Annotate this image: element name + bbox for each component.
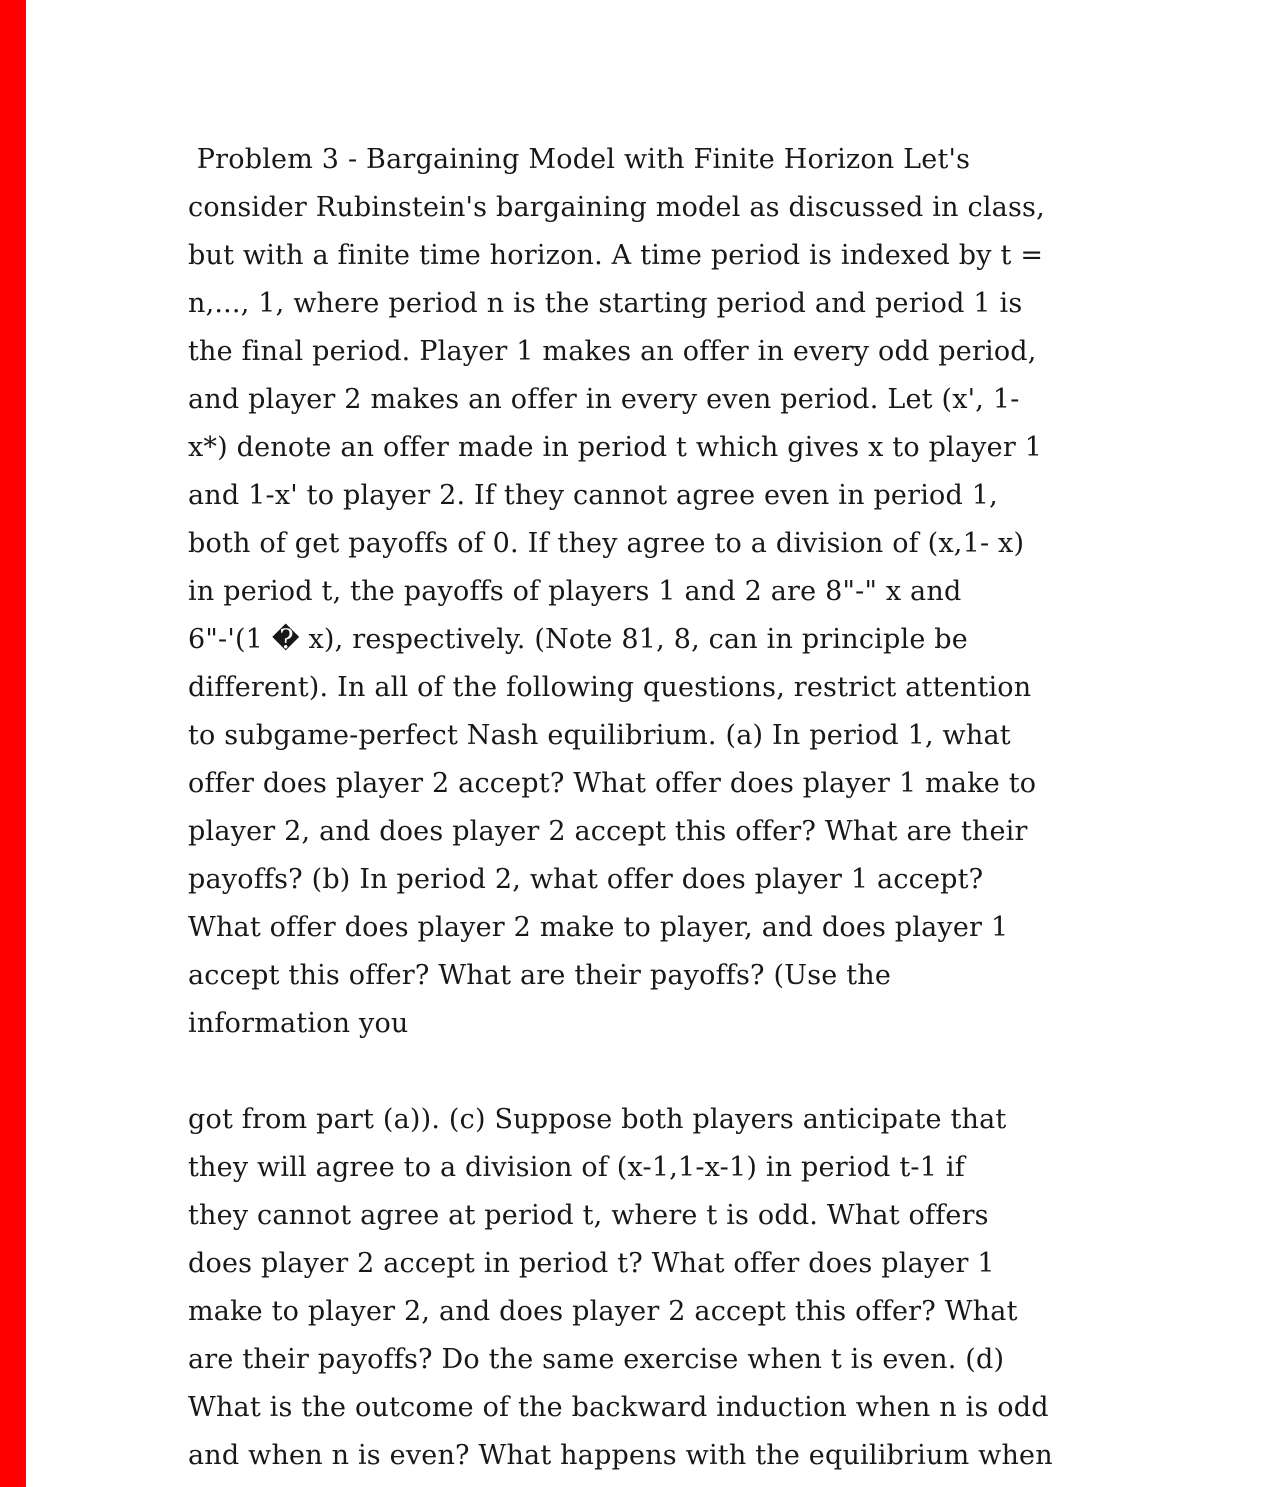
text-line: and player 2 makes an offer in every even period. Let (x', 1-	[188, 384, 1020, 415]
text-line: information you	[188, 1008, 409, 1039]
document-page	[188, 136, 1108, 1480]
left-edge-stripe	[0, 0, 26, 1487]
text-line: are their payoffs? Do the same exercise when t is even. (d)	[188, 1344, 1005, 1375]
text-line: 6"-'(1 � x), respectively. (Note 81, 8, can in principle be	[188, 624, 968, 655]
text-line: What offer does player 2 make to player, and does player 1	[188, 912, 1009, 943]
text-line: but with a finite time horizon. A time period is indexed by t =	[188, 240, 1044, 271]
text-line: and 1-x' to player 2. If they cannot agree even in period 1,	[188, 480, 998, 511]
text-line: different). In all of the following questions, restrict attention	[188, 672, 1032, 703]
text-line: got from part (a)). (c) Suppose both players anticipate that	[188, 1104, 1007, 1135]
text-line: consider Rubinstein's bargaining model as discussed in class,	[188, 192, 1045, 223]
text-line: x*) denote an offer made in period t which gives x to player 1	[188, 432, 1043, 463]
text-line: n,..., 1, where period n is the starting period and period 1 is	[188, 288, 1023, 319]
text-line: and when n is even? What happens with the equilibrium when	[188, 1440, 1053, 1471]
text-line: player 2, and does player 2 accept this offer? What are their	[188, 816, 1028, 847]
text-line: What is the outcome of the backward induction when n is odd	[188, 1392, 1049, 1423]
text-line: they will agree to a division of (x-1,1-x-1) in period t-1 if	[188, 1152, 965, 1183]
text-line: in period t, the payoffs of players 1 and 2 are 8"-" x and	[188, 576, 962, 607]
text-line: Problem 3 - Bargaining Model with Finite Horizon Let's	[188, 144, 971, 175]
text-line: both of get payoffs of 0. If they agree to a division of (x,1- x)	[188, 528, 1025, 559]
text-line: does player 2 accept in period t? What offer does player 1	[188, 1248, 995, 1279]
text-line: payoffs? (b) In period 2, what offer does player 1 accept?	[188, 864, 984, 895]
text-line: offer does player 2 accept? What offer does player 1 make to	[188, 768, 1037, 799]
text-line: make to player 2, and does player 2 accept this offer? What	[188, 1296, 1018, 1327]
text-line: they cannot agree at period t, where t is odd. What offers	[188, 1200, 989, 1231]
text-line: the final period. Player 1 makes an offer in every odd period,	[188, 336, 1037, 367]
text-line: accept this offer? What are their payoffs? (Use the	[188, 960, 892, 991]
paragraph	[188, 1096, 1108, 1480]
paragraph	[188, 136, 1108, 1048]
text-line: to subgame-perfect Nash equilibrium. (a) In period 1, what	[188, 720, 1011, 751]
